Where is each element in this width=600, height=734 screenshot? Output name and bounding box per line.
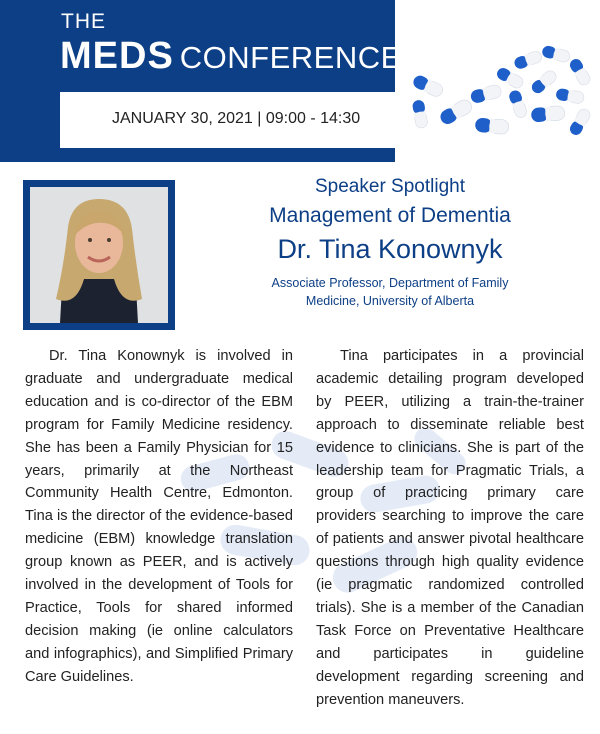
bio-right-column: Tina participates in a provincial academic detailing program developed by PEER, utilizing a train-the-trainer approach to disseminate reliable best evidence to clinicians. She is part of the leadership team for Pragmatic Trials, a group of practicing primary care providers searching to improve the care of patients and answer pivotal healthcare questions through high quality evidence (ie pragmatic randomized controlled trials). She is a member of the Canadian Task Force on Preventative Healthcare and participates in guideline development regarding screening and prevention maneuvers. — [316, 348, 584, 708]
speaker-photo-frame — [23, 180, 175, 330]
speaker-photo — [30, 187, 168, 323]
affiliation-line-2: Medicine, University of Alberta — [305, 294, 475, 308]
conference-header-banner — [0, 0, 402, 162]
speaker-name: Dr. Tina Konownyk — [277, 234, 503, 264]
conference-title — [60, 35, 402, 78]
speaker-affiliation — [190, 274, 590, 310]
title-meds: MEDS — [60, 35, 174, 77]
affiliation-line-1: Associate Professor, Department of Family — [271, 276, 509, 290]
date-box — [60, 92, 395, 148]
title-the: THE — [61, 10, 106, 33]
bio-left-column: Dr. Tina Konownyk is involved in graduate and undergraduate medical education and is co-director of the EBM program for Family Medicine residency. She has been a Family Physician for 15 years, primarily at the Northeast Community Health Centre, Edmonton. Tina is the director of the evidence-based medicine (EBM) knowledge translation group known as PEER, and is actively involved in the development of Tools for Practice, Tools for shared informed decision making (ie online calculators and infographics), and Simplified Primary Care Guidelines. — [25, 348, 293, 685]
pills-image — [398, 42, 598, 142]
event-date-time: JANUARY 30, 2021 | 09:00 - 14:30 — [112, 110, 361, 127]
title-conference: CONFERENCE — [179, 40, 402, 75]
speaker-spotlight-heading: Speaker Spotlight — [315, 176, 465, 197]
talk-topic: Management of Dementia — [269, 204, 511, 227]
